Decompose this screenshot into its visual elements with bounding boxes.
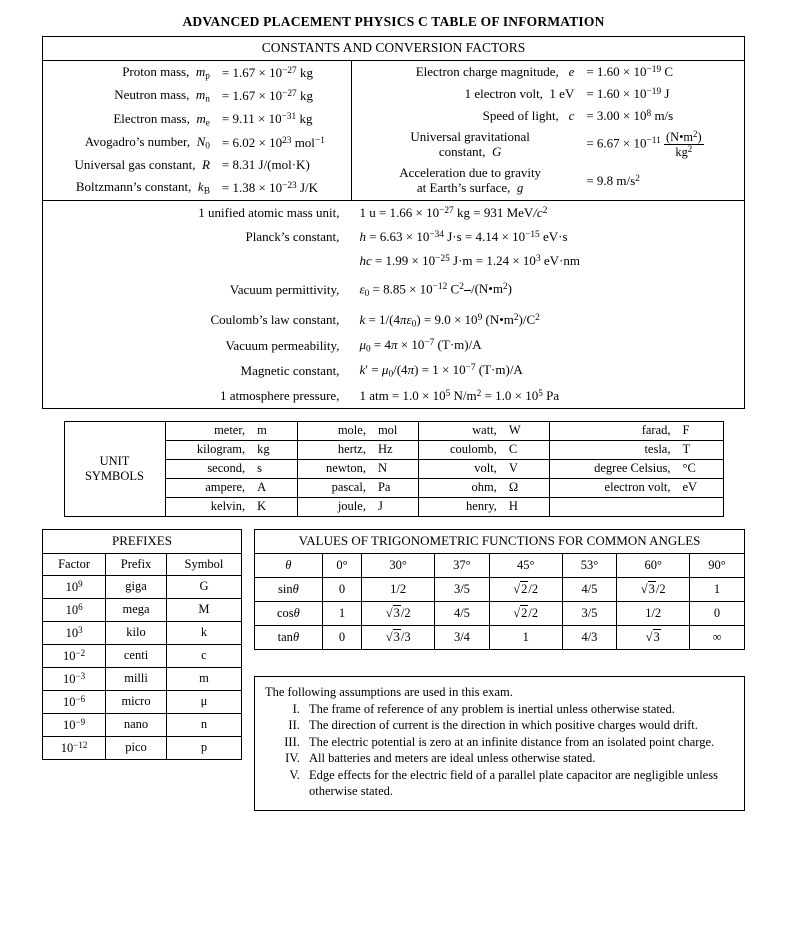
trig-value: √3/3: [362, 625, 435, 649]
constant-row: [43, 249, 744, 273]
constant-label: Planck’s constant,: [245, 228, 340, 244]
unit-symbol: eV: [673, 478, 723, 497]
unit-name: second,: [166, 459, 248, 478]
prefixes-title: PREFIXES: [43, 529, 242, 553]
constant-label: 1 electron volt, 1 eV: [464, 86, 575, 101]
unit-symbols-table: [64, 421, 724, 517]
constant-value: = $1.60 \times 10^{-19}$ C: [586, 64, 674, 79]
constants-left-rows: [43, 61, 351, 200]
constant-label: Speed of light, c: [482, 108, 575, 123]
trig-function: cosθ: [255, 601, 323, 625]
list-item: II. The direction of current is the direction in which positive charges would drift.: [303, 718, 734, 734]
unit-name: [549, 497, 672, 516]
unit-symbol: Pa: [368, 478, 419, 497]
constant-row: [352, 83, 744, 105]
constant-label: Neutron mass, $m_n$: [114, 87, 210, 105]
prefix-factor: $10^3$: [43, 621, 106, 644]
trig-value: 1: [489, 625, 562, 649]
prefixes-header-row: [43, 553, 242, 575]
constants-heading: CONSTANTS AND CONVERSION FACTORS: [43, 37, 745, 61]
prefix-symbol: μ: [166, 690, 241, 713]
unit-symbol: mol: [377, 423, 398, 438]
unit-name: tesla,: [549, 440, 672, 459]
list-item: I. The frame of reference of any problem is inertial unless otherwise stated.: [303, 702, 734, 718]
trig-value: 3/5: [562, 601, 617, 625]
unit-symbol: A: [247, 478, 298, 497]
trig-header-row: [255, 553, 745, 577]
table-row: [43, 575, 242, 598]
unit-symbol: Hz: [368, 440, 419, 459]
constant-label: Electron mass, $m_e$: [113, 110, 210, 128]
unit-symbol: kg: [247, 440, 298, 459]
trig-value: 1/2: [617, 601, 690, 625]
prefix-factor: $10^9$: [43, 575, 106, 598]
constant-value: hc = $1.99 \times 10^{-25}$ $J\cdot m = 1.24 \times 10^3$ eV·nm: [359, 252, 580, 268]
constants-columns: [43, 61, 744, 200]
prefix-name: mega: [106, 598, 167, 621]
constant-row: [43, 308, 744, 333]
unit-name: electron volt,: [549, 478, 672, 497]
unit-name: ohm,: [418, 478, 498, 497]
unit-name: coulomb,: [418, 440, 498, 459]
trig-value: √3/2: [617, 577, 690, 601]
trig-function: sinθ: [255, 577, 323, 601]
trig-angle: 90°: [690, 553, 745, 577]
prefix-symbol: k: [166, 621, 241, 644]
trig-value: √2/2: [489, 601, 562, 625]
prefixes-table: [42, 529, 242, 760]
constant-value: = $9.11 \times 10^{-31}$ kg: [221, 111, 313, 127]
list-item: IV. All batteries and meters are ideal unless otherwise stated.: [303, 751, 734, 767]
trig-value: 3/5: [435, 577, 490, 601]
constant-value: $\mu_0 = 4\pi \times 10^{-7}$ (T·m)/A: [359, 336, 482, 355]
constant-value: = $6.02 \times 10^{23}$ mol$^{-1}$: [221, 134, 325, 150]
constant-row: [43, 131, 351, 154]
unit-symbol: °C: [673, 459, 723, 478]
table-row: [255, 577, 745, 601]
constant-row: [43, 154, 351, 176]
trig-value: 4/3: [562, 625, 617, 649]
prefix-symbol: p: [166, 736, 241, 759]
trig-value: 0: [322, 577, 362, 601]
list-item: III. The electric potential is zero at an infinite distance from an isolated point charge.: [303, 735, 734, 751]
unit-symbol: J: [368, 497, 419, 516]
trig-function: tanθ: [255, 625, 323, 649]
prefix-factor: $10^6$: [43, 598, 106, 621]
trig-angle-symbol: θ: [255, 553, 323, 577]
constant-row: [352, 127, 744, 163]
trig-angle: 0°: [322, 553, 362, 577]
prefix-name: milli: [106, 667, 167, 690]
unit-symbol: T: [673, 440, 723, 459]
constant-value: $h = 6.63 \times 10^{-34}$ $J\cdot s = 4.14 \times 10^{-15}$ eV·s: [359, 228, 568, 244]
prefix-symbol: c: [166, 644, 241, 667]
trig-table: [254, 529, 745, 650]
constant-row: [43, 61, 351, 84]
constants-right-column: [351, 61, 744, 200]
constant-label: 1 atmosphere pressure,: [219, 387, 340, 403]
page-title: ADVANCED PLACEMENT PHYSICS C TABLE OF INFORMATION: [182, 14, 605, 29]
constant-value: $k' = \mu_0/(4\pi) = 1 \times 10^{-7}$ (T·m)/A: [359, 362, 523, 380]
constant-row: [43, 333, 744, 358]
constant-label: Proton mass, $m_p$: [122, 64, 210, 82]
prefix-factor: $10^{-12}$: [43, 736, 106, 759]
unit-name: kilogram,: [166, 440, 248, 459]
lower-section: [42, 529, 745, 812]
unit-symbol: Ω: [499, 478, 550, 497]
unit-symbol: C: [499, 440, 550, 459]
unit-name: farad,: [549, 422, 672, 441]
constant-label: Acceleration due to gravity at Earth’s surface, g: [399, 164, 542, 195]
table-row: [43, 736, 242, 759]
assumptions-list: [265, 702, 734, 800]
constant-label: Universal gravitational constant, G: [410, 129, 530, 159]
column-header-symbol: Symbol: [166, 553, 241, 575]
constant-value: = $1.67 \times 10^{-27}$ kg: [221, 87, 313, 103]
constant-value: = 8.31 J/(mol·K): [221, 157, 310, 173]
constant-row: [43, 384, 744, 408]
constants-right-rows: [352, 61, 744, 199]
table-row: [255, 601, 745, 625]
prefix-symbol: m: [166, 667, 241, 690]
table-row: [43, 621, 242, 644]
constant-row: [352, 61, 744, 83]
assumptions-intro: The following assumptions are used in this exam.: [265, 684, 513, 699]
column-header-factor: Factor: [43, 553, 106, 575]
unit-name: hertz,: [298, 440, 368, 459]
prefix-symbol: n: [166, 713, 241, 736]
table-row: [43, 690, 242, 713]
table-row: [43, 713, 242, 736]
unit-symbols-label-line2: SYMBOLS: [84, 468, 145, 483]
unit-symbol: [673, 497, 723, 516]
trig-value: 1: [690, 577, 745, 601]
unit-symbol: N: [368, 459, 419, 478]
constant-value: 1 atm = $1.0 \times 10^5$ $N/m^2 = 1.0 \times 10^5$ Pa: [359, 387, 560, 403]
constant-label: Coulomb’s law constant,: [210, 312, 340, 328]
constant-label: Boltzmann’s constant, $k_B$: [75, 179, 210, 197]
table-row: [43, 598, 242, 621]
prefix-name: centi: [106, 644, 167, 667]
unit-symbol: H: [499, 497, 550, 516]
trig-angle: 30°: [362, 553, 435, 577]
trig-value: ∞: [690, 625, 745, 649]
prefix-factor: $10^{-3}$: [43, 667, 106, 690]
unit-symbol: K: [247, 497, 298, 516]
unit-symbol: W: [508, 423, 521, 438]
unit-name: henry,: [418, 497, 498, 516]
prefix-factor: $10^{-2}$: [43, 644, 106, 667]
unit-row: [166, 478, 723, 497]
trig-angle: 45°: [489, 553, 562, 577]
unit-name: ampere,: [166, 478, 248, 497]
constant-row: [352, 105, 744, 127]
prefix-name: nano: [106, 713, 167, 736]
constant-value: 1 $u = 1.66 \times 10^{-27}$ kg = 931 MeV/$c^2$: [359, 204, 548, 220]
constant-label: Electron charge magnitude, e: [415, 64, 575, 79]
constant-row: [43, 273, 744, 308]
constant-row: [43, 225, 744, 249]
trig-value: 3/4: [435, 625, 490, 649]
prefix-name: pico: [106, 736, 167, 759]
constants-left-column: [43, 61, 351, 200]
constant-row: [43, 176, 351, 199]
trig-value: √3/2: [362, 601, 435, 625]
unit-name: meter,: [214, 423, 246, 438]
prefix-symbol: G: [166, 575, 241, 598]
unit-symbols-grid: [166, 422, 723, 516]
constant-row: [43, 358, 744, 383]
constant-value: = $3.00 \times 10^8$ m/s: [586, 108, 674, 123]
unit-row: [166, 440, 723, 459]
constant-value: = 9.8 $m/s^2$: [586, 172, 640, 188]
constant-label: Avogadro’s number, $N_0$: [84, 133, 210, 152]
right-column: [254, 529, 745, 812]
trig-value: √2/2: [489, 577, 562, 601]
prefix-symbol: M: [166, 598, 241, 621]
constant-value: $k = 1/(4\pi\varepsilon_0) = 9.0 \times 10^9$ $(N•m^2)/C^2$: [359, 311, 540, 329]
constant-value: = $1.67 \times 10^{-27}$ kg: [221, 64, 313, 80]
unit-row: [166, 459, 723, 478]
unit-name: watt,: [418, 422, 498, 441]
constant-value: = $6.67 \times 10^{-11}$ $\frac{(N•m^2)}{kg^2}$: [586, 129, 702, 160]
constant-row: [43, 200, 744, 225]
constant-label: Universal gas constant, R: [74, 157, 210, 173]
prefix-name: micro: [106, 690, 167, 713]
constants-lower-rows: [43, 200, 744, 408]
trig-value: 0: [322, 625, 362, 649]
constant-label: 1 unified atomic mass unit,: [198, 204, 340, 220]
constant-row: [43, 108, 351, 131]
constant-value: $\varepsilon_0 = 8.85 \times 10^{-12}$ $C^2$ $/(N•m^2)$: [351, 273, 744, 308]
prefix-factor: $10^{-9}$: [43, 713, 106, 736]
trig-value: 4/5: [562, 577, 617, 601]
table-row: [255, 625, 745, 649]
constant-value: = $1.60 \times 10^{-19}$ J: [586, 86, 670, 101]
trig-angle: 60°: [617, 553, 690, 577]
unit-symbols-label-line1: UNIT: [99, 453, 130, 468]
unit-name: kelvin,: [166, 497, 248, 516]
unit-name: degree Celsius,: [549, 459, 672, 478]
constant-row: [43, 84, 351, 107]
prefix-name: giga: [106, 575, 167, 598]
table-row: [43, 667, 242, 690]
constants-table: [42, 36, 745, 409]
constant-row: [352, 163, 744, 199]
trig-title: VALUES OF TRIGONOMETRIC FUNCTIONS FOR COMMON ANGLES: [255, 529, 745, 553]
unit-name: pascal,: [298, 478, 368, 497]
constant-label: Vacuum permittivity,: [229, 282, 340, 298]
unit-name: joule,: [298, 497, 368, 516]
trig-value: 0: [690, 601, 745, 625]
assumptions-box: [254, 676, 745, 812]
trig-value: 4/5: [435, 601, 490, 625]
constant-label: Magnetic constant,: [240, 362, 340, 378]
unit-symbol: s: [247, 459, 298, 478]
constant-label: Vacuum permeability,: [225, 337, 340, 353]
unit-symbol: V: [499, 459, 550, 478]
table-row: [43, 644, 242, 667]
unit-symbol: F: [682, 423, 690, 438]
unit-row: [166, 497, 723, 516]
trig-angle: 53°: [562, 553, 617, 577]
prefix-name: kilo: [106, 621, 167, 644]
constant-value: = $1.38 \times 10^{-23}$ J/K: [221, 179, 319, 195]
trig-value: √3: [617, 625, 690, 649]
list-item: V. Edge effects for the electric field of a parallel plate capacitor are negligible unless otherwise stated.: [303, 768, 734, 799]
column-header-prefix: Prefix: [106, 553, 167, 575]
constant-label: [43, 249, 351, 273]
trig-value: 1/2: [362, 577, 435, 601]
unit-name: mole,: [298, 422, 368, 441]
prefix-factor: $10^{-6}$: [43, 690, 106, 713]
unit-name: volt,: [418, 459, 498, 478]
unit-name: newton,: [298, 459, 368, 478]
trig-angle: 37°: [435, 553, 490, 577]
unit-row: [166, 422, 723, 441]
unit-symbols-label: [64, 421, 165, 516]
unit-symbol: m: [257, 423, 267, 438]
trig-value: 1: [322, 601, 362, 625]
